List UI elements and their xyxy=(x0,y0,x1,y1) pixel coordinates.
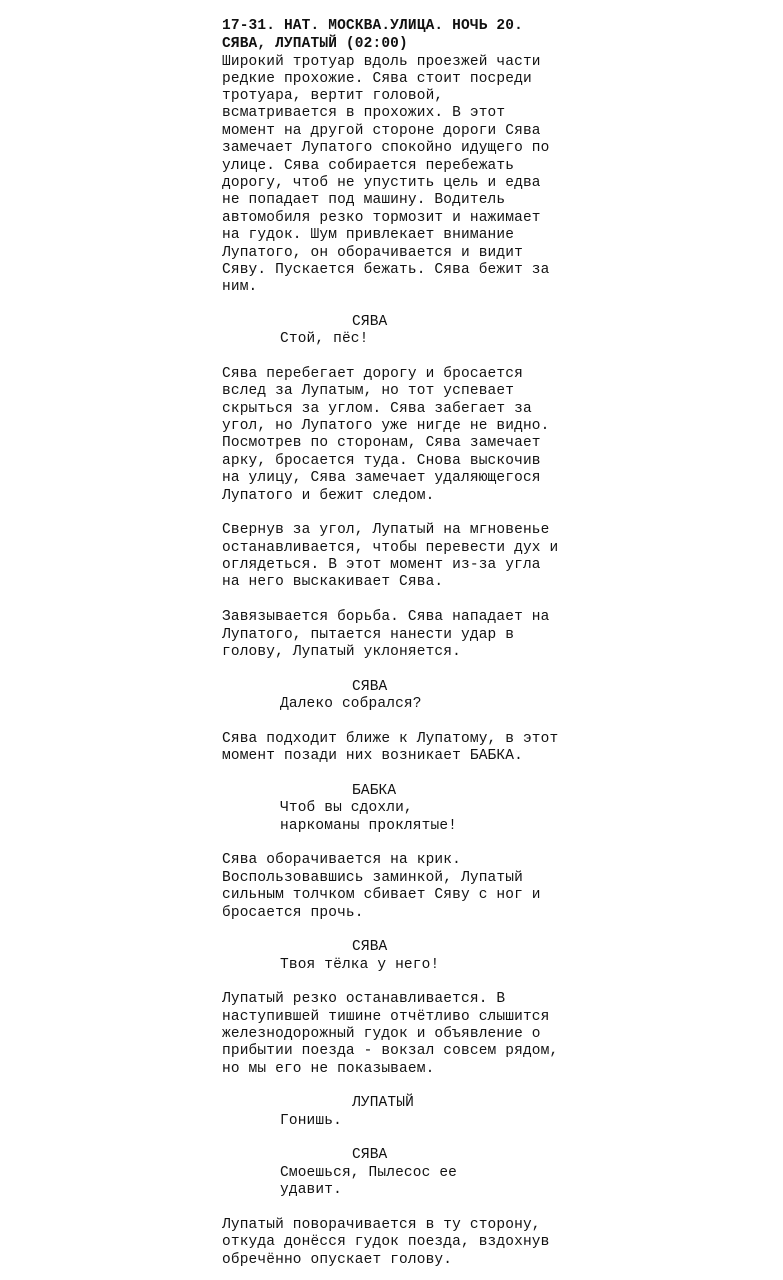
character-name: БАБКА xyxy=(352,783,397,799)
character-name: СЯВА xyxy=(352,679,388,695)
scene-heading-line-2: СЯВА, ЛУПАТЫЙ (02:00) xyxy=(222,36,408,52)
action-line: оглядеться. В этот момент из-за угла xyxy=(222,557,541,573)
dialogue-line: Смоешься, Пылесос ее xyxy=(280,1165,458,1181)
action-line: наступившей тишине отчётливо слышится xyxy=(222,1009,550,1025)
action-line: Свернув за угол, Лупатый на мгновенье xyxy=(222,522,550,538)
action-line: ним. xyxy=(222,279,258,295)
action-line: Лупатый поворачивается в ту сторону, xyxy=(222,1217,541,1233)
action-line: Лупатый резко останавливается. В xyxy=(222,991,506,1007)
dialogue-line: Чтоб вы сдохли, xyxy=(280,800,413,816)
character-name: СЯВА xyxy=(352,1147,388,1163)
action-line: не попадает под машину. Водитель xyxy=(222,192,506,208)
action-line: арку, бросается туда. Снова выскочив xyxy=(222,453,541,469)
action-line: останавливается, чтобы перевести дух и xyxy=(222,540,559,556)
action-line: момент на другой стороне дороги Сява xyxy=(222,123,541,139)
dialogue-line: наркоманы проклятые! xyxy=(280,818,458,834)
action-line: Сява подходит ближе к Лупатому, в этот xyxy=(222,731,559,747)
action-line: Сява оборачивается на крик. xyxy=(222,852,461,868)
scene-heading-line-1: 17-31. НАТ. МОСКВА.УЛИЦА. НОЧЬ 20. xyxy=(222,18,523,34)
dialogue-line: удавит. xyxy=(280,1182,342,1198)
action-line: прибытии поезда - вокзал совсем рядом, xyxy=(222,1043,559,1059)
action-line: Сяву. Пускается бежать. Сява бежит за xyxy=(222,262,550,278)
action-line: Лупатого, пытается нанести удар в xyxy=(222,627,515,643)
action-line: железнодорожный гудок и объявление о xyxy=(222,1026,541,1042)
dialogue-line: Далеко собрался? xyxy=(280,696,422,712)
action-line: угол, но Лупатого уже нигде не видно. xyxy=(222,418,550,434)
action-line: обречённо опускает голову. xyxy=(222,1252,453,1268)
action-line: замечает Лупатого спокойно идущего по xyxy=(222,140,550,156)
action-line: Завязывается борьба. Сява нападает на xyxy=(222,609,550,625)
action-line: на него выскакивает Сява. xyxy=(222,574,444,590)
action-line: дорогу, чтоб не упустить цель и едва xyxy=(222,175,541,191)
action-line: тротуара, вертит головой, xyxy=(222,88,444,104)
action-line: сильным толчком сбивает Сяву с ног и xyxy=(222,887,541,903)
action-line: Широкий тротуар вдоль проезжей части xyxy=(222,54,541,70)
action-line: автомобиля резко тормозит и нажимает xyxy=(222,210,541,226)
action-line: на улицу, Сява замечает удаляющегося xyxy=(222,470,541,486)
action-line: но мы его не показываем. xyxy=(222,1061,435,1077)
action-line: скрыться за углом. Сява забегает за xyxy=(222,401,532,417)
dialogue-line: Гонишь. xyxy=(280,1113,342,1129)
character-name: ЛУПАТЫЙ xyxy=(352,1095,414,1111)
character-name: СЯВА xyxy=(352,314,388,330)
action-line: Сява перебегает дорогу и бросается xyxy=(222,366,523,382)
dialogue-line: Стой, пёс! xyxy=(280,331,369,347)
action-line: Посмотрев по сторонам, Сява замечает xyxy=(222,435,541,451)
action-line: голову, Лупатый уклоняется. xyxy=(222,644,461,660)
action-line: Лупатого, он оборачивается и видит xyxy=(222,245,523,261)
character-name: СЯВА xyxy=(352,939,388,955)
action-line: Лупатого и бежит следом. xyxy=(222,488,435,504)
action-line: бросается прочь. xyxy=(222,905,364,921)
dialogue-line: Твоя тёлка у него! xyxy=(280,957,440,973)
action-line: откуда донёсся гудок поезда, вздохнув xyxy=(222,1234,550,1250)
action-line: улице. Сява собирается перебежать xyxy=(222,158,515,174)
action-line: редкие прохожие. Сява стоит посреди xyxy=(222,71,532,87)
action-line: момент позади них возникает БАБКА. xyxy=(222,748,523,764)
action-line: на гудок. Шум привлекает внимание xyxy=(222,227,515,243)
action-line: всматривается в прохожих. В этот xyxy=(222,105,506,121)
action-line: Воспользовавшись заминкой, Лупатый xyxy=(222,870,523,886)
action-line: вслед за Лупатым, но тот успевает xyxy=(222,383,515,399)
